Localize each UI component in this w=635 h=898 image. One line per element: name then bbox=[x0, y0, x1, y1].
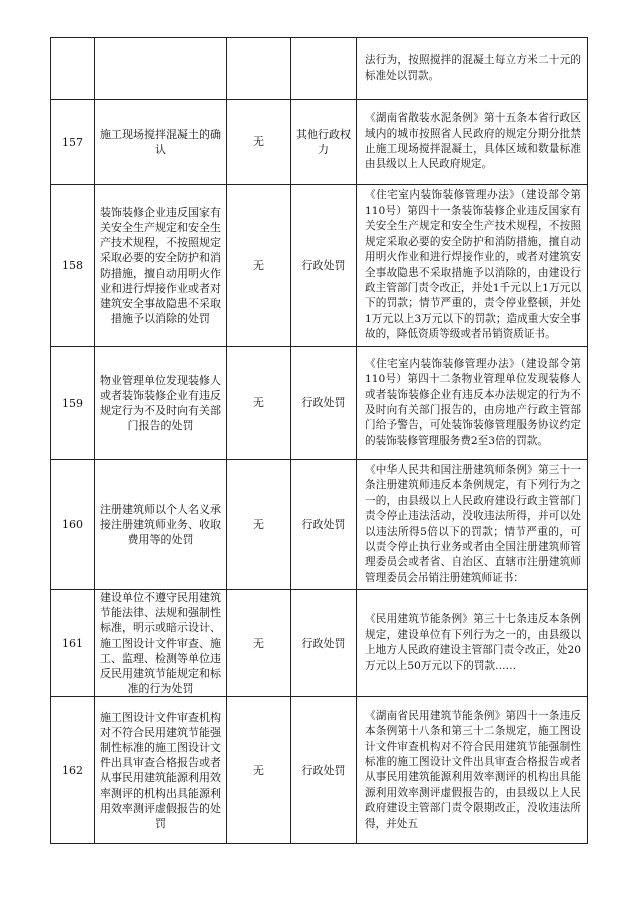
legal-basis bbox=[357, 347, 588, 460]
table-row bbox=[51, 697, 588, 844]
power-type: 行政处罚 bbox=[291, 185, 357, 347]
legal-basis-text: 《住宅室内装饰装修管理办法》（建设部令第110号）第四十一条装饰装修企业违反国家有关安全生产规定和安全生产技术规程，不按照规定采取必要的安全防护和消防措施，擅自动用明火作业和进行焊接作业的，或者对建筑安全事故隐患不采取措施予以消除的，由建设行政主管部门责令改正，并处1千元以上1万元以下的罚款；情节严重的，责令停业整顿，并处1万元以上3万元以下的罚款；造成重大安全事故的，降低资质等级或者吊销资质证书。 bbox=[365, 189, 581, 341]
item-status: 无 bbox=[227, 697, 291, 844]
legal-basis bbox=[357, 38, 588, 100]
item-name: 注册建筑师以个人名义承接注册建筑师业务、收取费用等的处罚 bbox=[95, 460, 227, 590]
legal-basis bbox=[357, 100, 588, 185]
legal-basis bbox=[357, 460, 588, 590]
item-status: 无 bbox=[227, 590, 291, 697]
item-name: 施工现场搅拌混凝土的确认 bbox=[95, 100, 227, 185]
item-name bbox=[95, 38, 227, 100]
power-list-table bbox=[50, 37, 588, 844]
table-row bbox=[51, 590, 588, 697]
legal-basis-text: 《住宅室内装饰装修管理办法》（建设部令第110号）第四十二条物业管理单位发现装修人或者装饰装修企业有违反本办法规定的行为不及时向有关部门报告的，由房地产行政主管部门给予警告，可处装饰装修管理服务协议约定的装饰装修管理服务费2至3倍的罚款。 bbox=[365, 357, 581, 447]
power-type bbox=[291, 38, 357, 100]
item-status: 无 bbox=[227, 185, 291, 347]
item-name: 施工图设计文件审查机构对不符合民用建筑节能强制性标准的施工图设计文件出具审查合格报告或者从事民用建筑能源利用效率测评的机构出具能源利用效率测评虚假报告的处罚 bbox=[95, 697, 227, 844]
power-type: 行政处罚 bbox=[291, 460, 357, 590]
row-number: 159 bbox=[51, 347, 95, 460]
row-number: 158 bbox=[51, 185, 95, 347]
legal-basis bbox=[357, 185, 588, 347]
table-row bbox=[51, 347, 588, 460]
legal-basis-text: 《湖南省民用建筑节能条例》第四十一条违反本条例第十八条和第三十二条规定，施工图设计文件审查机构对不符合民用建筑节能强制性标准的施工图设计文件出具审查合格报告或者从事民用建筑能源利用效率测评的机构出具能源利用效率测评虚假报告的，由县级以上人民政府建设主管部门责令限期改正，没收违法所得，并处五 bbox=[365, 709, 581, 830]
table-row bbox=[51, 185, 588, 347]
table-row bbox=[51, 38, 588, 100]
row-number: 161 bbox=[51, 590, 95, 697]
power-type: 行政处罚 bbox=[291, 347, 357, 460]
table-row bbox=[51, 100, 588, 185]
legal-basis-text: 《民用建筑节能条例》第三十七条违反本条例规定，建设单位有下列行为之一的，由县级以上地方人民政府建设主管部门责令改正，处20万元以上50万元以下的罚款…… bbox=[365, 613, 581, 672]
item-name: 装饰装修企业违反国家有关安全生产规定和安全生产技术规程，不按照规定采取必要的安全防护和消防措施，擅自动用明火作业和进行焊接作业或者对建筑安全事故隐患不采取措施予以消除的处罚 bbox=[95, 185, 227, 347]
legal-basis bbox=[357, 697, 588, 844]
item-name: 建设单位不遵守民用建筑节能法律、法规和强制性标准，明示或暗示设计、施工图设计文件审查、施工、监理、检测等单位违反民用建筑节能规定和标准的行为处罚 bbox=[95, 590, 227, 697]
power-type: 行政处罚 bbox=[291, 697, 357, 844]
table-row bbox=[51, 460, 588, 590]
item-name: 物业管理单位发现装修人或者装饰装修企业有违反规定行为不及时向有关部门报告的处罚 bbox=[95, 347, 227, 460]
power-type: 行政处罚 bbox=[291, 590, 357, 697]
item-status: 无 bbox=[227, 460, 291, 590]
row-number: 162 bbox=[51, 697, 95, 844]
legal-basis-text: 法行为，按照搅拌的混凝土每立方米二十元的标准处以罚款。 bbox=[365, 54, 581, 82]
legal-basis-text: 《湖南省散装水泥条例》第十五条本省行政区域内的城市按照省人民政府的规定分期分批禁止施工现场搅拌混凝土，具体区域和数量标准由县级以上人民政府规定。 bbox=[365, 112, 581, 171]
row-number bbox=[51, 38, 95, 100]
row-number: 157 bbox=[51, 100, 95, 185]
row-number: 160 bbox=[51, 460, 95, 590]
item-status: 无 bbox=[227, 347, 291, 460]
legal-basis-text: 《中华人民共和国注册建筑师条例》第三十一条注册建筑师违反本条例规定，有下列行为之一的，由县级以上人民政府建设行政主管部门责令停止违法活动，没收违法所得，并可以处以违法所得5倍以下的罚款；情节严重的，可以责令停止执行业务或者由全国注册建筑师管理委员会或者省、自治区、直辖市注册建筑师管理委员会吊销注册建筑师证书： bbox=[365, 463, 581, 584]
legal-basis bbox=[357, 590, 588, 697]
item-status: 无 bbox=[227, 100, 291, 185]
power-type: 其他行政权力 bbox=[291, 100, 357, 185]
item-status bbox=[227, 38, 291, 100]
